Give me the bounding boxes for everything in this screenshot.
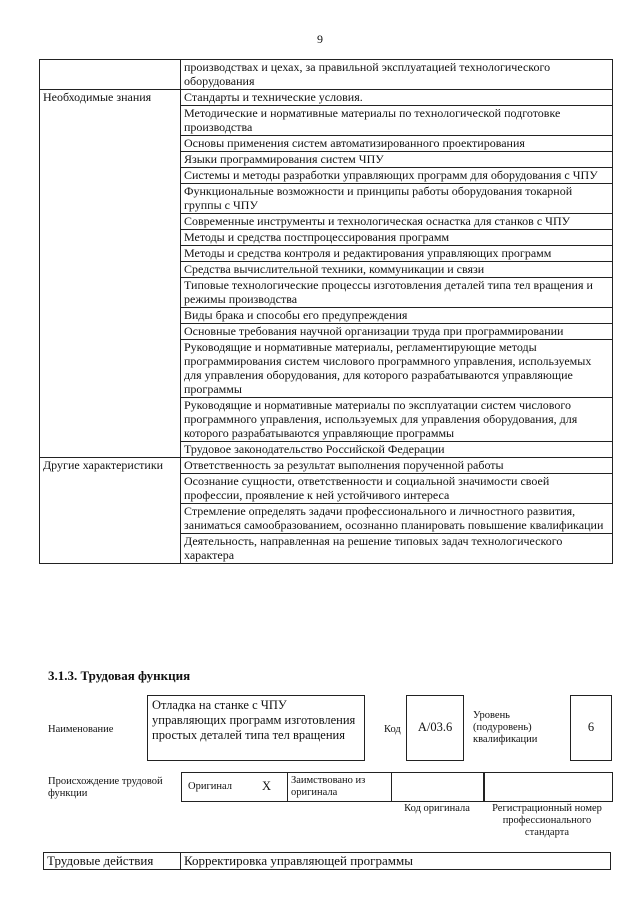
category-cell: [40, 184, 181, 214]
table-row: [40, 168, 613, 184]
table-row: [40, 246, 613, 262]
category-cell: [40, 214, 181, 230]
requirement-item: Трудовое законодательство Российской Федерации: [181, 442, 613, 458]
requirement-item: Методические и нормативные материалы по технологической подготовке производства: [181, 106, 613, 136]
requirement-item: Осознание сущности, ответственности и социальной значимости своей профессии, проявление к ней устойчивого интереса: [181, 474, 613, 504]
name-value: Отладка на станке с ЧПУ управляющих программ изготовления простых деталей типа тел вращения: [147, 695, 365, 761]
category-cell: [40, 246, 181, 262]
table-row: [40, 308, 613, 324]
requirement-item: Деятельность, направленная на решение типовых задач технологического характера: [181, 534, 613, 564]
category-cell: [40, 340, 181, 398]
category-cell: [40, 136, 181, 152]
table-row: [40, 442, 613, 458]
requirement-item: Методы и средства постпроцессирования программ: [181, 230, 613, 246]
table-row: [40, 230, 613, 246]
requirement-item: Типовые технологические процессы изготовления деталей типа тел вращения и режимы производства: [181, 278, 613, 308]
original-mark: X: [262, 779, 272, 793]
requirement-item: Виды брака и способы его предупреждения: [181, 308, 613, 324]
requirement-item: Ответственность за результат выполнения порученной работы: [181, 458, 613, 474]
category-cell: [40, 308, 181, 324]
table-row: [40, 262, 613, 278]
table-row: [40, 504, 613, 534]
category-cell: [40, 230, 181, 246]
level-value: 6: [570, 695, 612, 761]
category-cell: [40, 152, 181, 168]
origin-divider-1: [287, 772, 288, 801]
table-row: [44, 853, 611, 870]
requirements-table: [39, 59, 613, 564]
category-cell: [40, 262, 181, 278]
table-row: [40, 324, 613, 340]
table-row: [40, 278, 613, 308]
category-cell: [40, 474, 181, 504]
table-row: [40, 184, 613, 214]
requirement-item: производствах и цехах, за правильной эксплуатацией технологического оборудования: [181, 60, 613, 90]
requirement-item: Языки программирования систем ЧПУ: [181, 152, 613, 168]
table-row: [40, 534, 613, 564]
original-label: Оригинал: [188, 781, 232, 792]
requirement-item: Системы и методы разработки управляющих программ для оборудования с ЧПУ: [181, 168, 613, 184]
requirement-item: Руководящие и нормативные материалы, регламентирующие методы программирования систем числового программного управления, используемых для управления оборудования, для которого разрабатываются управляющие программы: [181, 340, 613, 398]
actions-table: [43, 852, 611, 870]
category-cell: [40, 106, 181, 136]
category-cell: [40, 278, 181, 308]
category-cell: Другие характеристики: [40, 458, 181, 474]
table-row: [40, 458, 613, 474]
category-cell: [40, 504, 181, 534]
requirement-item: Средства вычислительной техники, коммуникации и связи: [181, 262, 613, 278]
requirement-item: Современные инструменты и технологическая оснастка для станков с ЧПУ: [181, 214, 613, 230]
table-row: [40, 136, 613, 152]
level-label: Уровень (подуровень) квалификации: [473, 710, 538, 745]
code-value: А/03.6: [406, 695, 464, 761]
code-original-caption: Код оригинала: [404, 803, 470, 814]
requirement-item: Основы применения систем автоматизированного проектирования: [181, 136, 613, 152]
category-cell: [40, 442, 181, 458]
requirement-item: Методы и средства контроля и редактирования управляющих программ: [181, 246, 613, 262]
table-row: [40, 398, 613, 442]
requirement-item: Руководящие и нормативные материалы по эксплуатации систем числового программного управления, используемых для управления оборудования, для которого разрабатываются управляющие программы: [181, 398, 613, 442]
table-row: [40, 340, 613, 398]
table-row: [40, 90, 613, 106]
table-row: [40, 152, 613, 168]
reg-number-box: [483, 772, 613, 802]
section-heading: 3.1.3. Трудовая функция: [48, 668, 191, 683]
actions-value: Корректировка управляющей программы: [181, 853, 611, 870]
table-row: [40, 474, 613, 504]
category-cell: [40, 168, 181, 184]
origin-divider-2: [391, 772, 392, 801]
category-cell: Необходимые знания: [40, 90, 181, 106]
category-cell: [40, 60, 181, 90]
table-row: [40, 214, 613, 230]
page-number: 9: [317, 32, 323, 46]
borrowed-label: Заимствовано из оригинала: [291, 775, 366, 798]
reg-number-caption: Регистрационный номер профессионального стандарта: [492, 803, 602, 838]
origin-label: Происхождение трудовой функции: [48, 776, 163, 799]
actions-label: Трудовые действия: [44, 853, 181, 870]
category-cell: [40, 398, 181, 442]
code-label: Код: [384, 724, 401, 735]
table-row: [40, 106, 613, 136]
requirement-item: Стандарты и технические условия.: [181, 90, 613, 106]
name-label: Наименование: [48, 724, 114, 735]
table-row: [40, 60, 613, 90]
category-cell: [40, 534, 181, 564]
requirement-item: Функциональные возможности и принципы работы оборудования токарной группы с ЧПУ: [181, 184, 613, 214]
requirement-item: Основные требования научной организации труда при программировании: [181, 324, 613, 340]
category-cell: [40, 324, 181, 340]
requirement-item: Стремление определять задачи профессионального и личностного развития, заниматься самообразованием, осознанно планировать повышение квалификации: [181, 504, 613, 534]
